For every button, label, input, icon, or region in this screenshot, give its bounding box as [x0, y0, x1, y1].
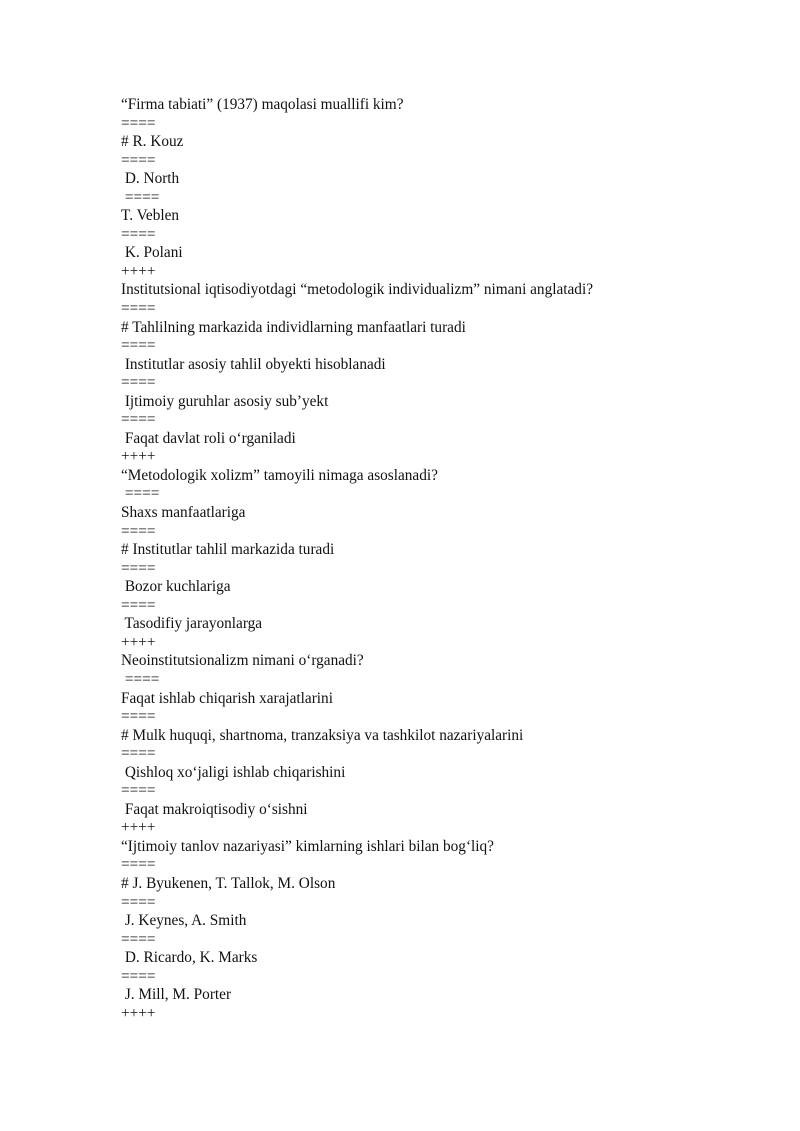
answer-correct: # Institutlar tahlil markazida turadi — [121, 541, 335, 559]
question-end-marker: ++++ — [121, 633, 156, 651]
separator: ==== — [121, 893, 156, 911]
separator: ==== — [121, 522, 156, 540]
answer-option: Ijtimoiy guruhlar asosiy sub’yekt — [121, 392, 329, 410]
separator: ==== — [121, 559, 156, 577]
separator: ==== — [121, 745, 156, 763]
answer-option: Institutlar asosiy tahlil obyekti hisoblanadi — [121, 355, 386, 373]
answer-correct: # J. Byukenen, T. Tallok, M. Olson — [121, 874, 336, 892]
separator: ==== — [121, 225, 156, 243]
separator: ==== — [121, 670, 160, 688]
separator: ==== — [121, 967, 156, 985]
answer-option: Faqat ishlab chiqarish xarajatlarini — [121, 689, 333, 707]
question-end-marker: ++++ — [121, 262, 156, 280]
answer-option: J. Keynes, A. Smith — [121, 912, 247, 930]
separator: ==== — [121, 374, 156, 392]
separator: ==== — [121, 596, 156, 614]
answer-option: D. Ricardo, K. Marks — [121, 949, 258, 967]
question-end-marker: ++++ — [121, 819, 156, 837]
answer-option: D. North — [121, 170, 180, 188]
question-2: Institutsional iqtisodiyotdagi “metodologik individualizm” nimani anglatadi? — [121, 281, 594, 299]
answer-option: Bozor kuchlariga — [121, 578, 231, 596]
answer-option: T. Veblen — [121, 207, 180, 225]
question-1: “Firma tabiati” (1937) maqolasi muallifi kim? — [121, 96, 404, 113]
separator: ==== — [121, 300, 156, 318]
separator: ==== — [121, 930, 156, 948]
answer-option: Shaxs manfaatlariga — [121, 504, 246, 522]
separator: ==== — [121, 151, 156, 169]
answer-option: Faqat davlat roli o‘rganiladi — [121, 429, 296, 447]
separator: ==== — [121, 782, 156, 800]
separator: ==== — [121, 188, 160, 206]
document-body — [121, 96, 761, 1023]
question-4: Neoinstitutsionalizm nimani o‘rganadi? — [121, 652, 364, 670]
question-end-marker: ++++ — [121, 448, 156, 466]
separator: ==== — [121, 337, 156, 355]
answer-correct: # Tahlilning markazida individlarning manfaatlari turadi — [121, 318, 466, 336]
answer-correct: # R. Kouz — [121, 133, 184, 151]
separator: ==== — [121, 485, 160, 503]
separator: ==== — [121, 708, 156, 726]
answer-option: Tasodifiy jarayonlarga — [121, 615, 263, 633]
answer-option: Qishloq xo‘jaligi ishlab chiqarishini — [121, 763, 346, 781]
question-5: “Ijtimoiy tanlov nazariyasi” kimlarning ishlari bilan bog‘liq? — [121, 837, 494, 855]
answer-correct: # Mulk huquqi, shartnoma, tranzaksiya va tashkilot nazariyalarini — [121, 726, 524, 744]
separator: ==== — [121, 856, 156, 874]
question-end-marker: ++++ — [121, 1004, 156, 1022]
answer-option: Faqat makroiqtisodiy o‘sishni — [121, 800, 308, 818]
separator: ==== — [121, 114, 156, 132]
answer-option: J. Mill, M. Porter — [121, 986, 232, 1004]
answer-option: K. Polani — [121, 244, 183, 262]
separator: ==== — [121, 411, 156, 429]
question-3: “Metodologik xolizm” tamoyili nimaga asoslanadi? — [121, 466, 438, 484]
